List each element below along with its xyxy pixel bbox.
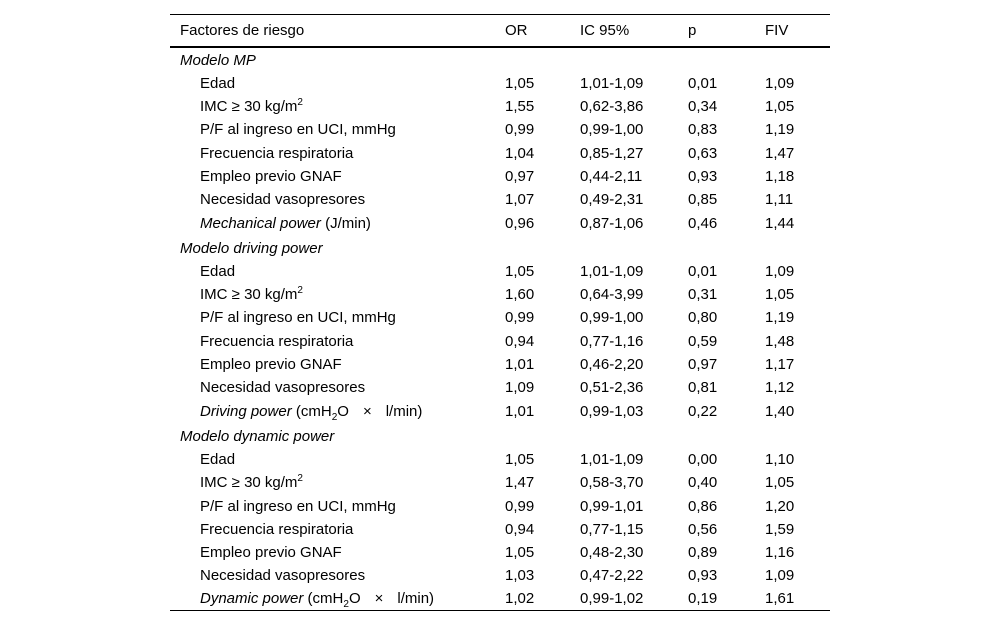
table-row: [170, 587, 830, 610]
or-cell: 0,94: [505, 332, 535, 350]
model-section-title: Modelo MP: [180, 51, 256, 69]
ic95-cell: 1,01-1,09: [580, 262, 644, 280]
ic95-cell: 0,44-2,11: [580, 167, 643, 185]
table-row: [170, 141, 830, 164]
fiv-cell: 1,09: [765, 74, 795, 92]
p-value-cell: 0,81: [688, 379, 718, 397]
table-row: [170, 95, 830, 118]
or-cell: 1,05: [505, 74, 535, 92]
fiv-cell: 1,48: [765, 332, 795, 350]
fiv-cell: 1,05: [765, 98, 795, 116]
risk-factor-cell: Necesidad vasopresores: [200, 567, 366, 585]
risk-factor-cell: IMC ≥ 30 $kg/m^2$: [200, 285, 303, 304]
risk-factor-cell: P/F al ingreso en UCI, mmHg: [200, 497, 396, 515]
or-cell: 1,55: [505, 98, 535, 116]
fiv-cell: 1,40: [765, 402, 795, 420]
ic95-cell: 0,46-2,20: [580, 356, 644, 374]
risk-factor-cell: Driving power (cmH$_2$O × l/min): [200, 402, 423, 423]
risk-factor-cell: IMC ≥ 30 $kg/m^2$: [200, 97, 303, 116]
or-cell: 1,04: [505, 144, 535, 162]
table-row: [170, 448, 830, 471]
ic95-cell: 0,77-1,16: [580, 332, 644, 350]
risk-factor-cell: Edad: [200, 262, 236, 280]
or-cell: 0,99: [505, 121, 535, 139]
p-value-cell: 0,31: [688, 286, 718, 304]
table-row: [170, 471, 830, 494]
ic95-cell: 0,49-2,31: [580, 191, 644, 209]
table-body: [170, 47, 830, 611]
risk-factors-table: [170, 14, 830, 611]
or-cell: 1,60: [505, 286, 535, 304]
table-row: [170, 541, 830, 564]
ic95-cell: 0,62-3,86: [580, 98, 644, 116]
p-value-cell: 0,01: [688, 74, 718, 92]
or-cell: 1,01: [505, 356, 535, 374]
table-row: [170, 165, 830, 188]
risk-factor-cell: Necesidad vasopresores: [200, 379, 366, 397]
ic95-cell: 0,99-1,02: [580, 590, 644, 608]
fiv-cell: 1,09: [765, 262, 795, 280]
fiv-cell: 1,10: [765, 450, 795, 468]
table-header-row: [170, 15, 830, 47]
risk-factor-cell: Dynamic power (cmH$_2$O × l/min): [200, 590, 435, 611]
fiv-cell: 1,19: [765, 121, 795, 139]
ic95-cell: 0,99-1,01: [580, 497, 644, 515]
risk-factor-cell: Necesidad vasopresores: [200, 191, 366, 209]
ic95-cell: 0,99-1,00: [580, 121, 644, 139]
table-row: [170, 329, 830, 352]
table-row: [170, 72, 830, 95]
model-section-title: Modelo driving power: [180, 239, 323, 257]
fiv-cell: 1,18: [765, 167, 795, 185]
or-cell: 1,47: [505, 474, 535, 492]
or-cell: 1,05: [505, 262, 535, 280]
model-section-row: [170, 235, 830, 260]
p-value-cell: 0,46: [688, 214, 718, 232]
p-value-cell: 0,86: [688, 497, 718, 515]
risk-factor-cell: Frecuencia respiratoria: [200, 144, 354, 162]
column-header-fiv: FIV: [765, 15, 830, 47]
fiv-cell: 1,16: [765, 544, 795, 562]
fiv-cell: 1,09: [765, 567, 795, 585]
fiv-cell: 1,17: [765, 356, 795, 374]
fiv-cell: 1,44: [765, 214, 795, 232]
ic95-cell: 0,77-1,15: [580, 520, 644, 538]
or-cell: 0,94: [505, 520, 535, 538]
table-row: [170, 211, 830, 234]
or-cell: 0,96: [505, 214, 535, 232]
ic95-cell: 0,48-2,30: [580, 544, 644, 562]
risk-factor-cell: Edad: [200, 450, 236, 468]
p-value-cell: 0,97: [688, 356, 718, 374]
fiv-cell: 1,05: [765, 286, 795, 304]
ic95-cell: 1,01-1,09: [580, 74, 644, 92]
ic95-cell: 0,87-1,06: [580, 214, 644, 232]
or-cell: 0,97: [505, 167, 535, 185]
p-value-cell: 0,01: [688, 262, 718, 280]
p-value-cell: 0,63: [688, 144, 718, 162]
table-row: [170, 353, 830, 376]
fiv-cell: 1,19: [765, 309, 795, 327]
or-cell: 1,05: [505, 450, 535, 468]
risk-factors-table-container: [170, 14, 830, 611]
p-value-cell: 0,80: [688, 309, 718, 327]
table-row: [170, 260, 830, 283]
fiv-cell: 1,59: [765, 520, 795, 538]
table-row: [170, 494, 830, 517]
table-row: [170, 118, 830, 141]
model-section-row: [170, 423, 830, 448]
table-row: [170, 188, 830, 211]
or-cell: 1,05: [505, 544, 535, 562]
or-cell: 0,99: [505, 497, 535, 515]
fiv-cell: 1,05: [765, 474, 795, 492]
or-cell: 1,03: [505, 567, 535, 585]
p-value-cell: 0,83: [688, 121, 718, 139]
column-header-ic95: IC 95%: [580, 15, 688, 47]
ic95-cell: 1,01-1,09: [580, 450, 644, 468]
ic95-cell: 0,85-1,27: [580, 144, 644, 162]
fiv-cell: 1,47: [765, 144, 795, 162]
p-value-cell: 0,85: [688, 191, 718, 209]
risk-factor-cell: IMC ≥ 30 $kg/m^2$: [200, 473, 303, 492]
or-cell: 1,07: [505, 191, 535, 209]
risk-factor-cell: Mechanical power (J/min): [200, 214, 371, 232]
fiv-cell: 1,61: [765, 590, 795, 608]
risk-factor-cell: Empleo previo GNAF: [200, 544, 342, 562]
risk-factor-cell: Frecuencia respiratoria: [200, 332, 354, 350]
p-value-cell: 0,22: [688, 402, 718, 420]
fiv-cell: 1,11: [765, 191, 794, 209]
column-header-or: OR: [505, 15, 580, 47]
table-row: [170, 518, 830, 541]
table-row: [170, 399, 830, 422]
risk-factor-cell: P/F al ingreso en UCI, mmHg: [200, 121, 396, 139]
p-value-cell: 0,34: [688, 98, 718, 116]
p-value-cell: 0,19: [688, 590, 718, 608]
ic95-cell: 0,58-3,70: [580, 474, 644, 492]
risk-factor-cell: P/F al ingreso en UCI, mmHg: [200, 309, 396, 327]
ic95-cell: 0,99-1,00: [580, 309, 644, 327]
risk-factor-cell: Empleo previo GNAF: [200, 167, 342, 185]
or-cell: 0,99: [505, 309, 535, 327]
p-value-cell: 0,56: [688, 520, 718, 538]
ic95-cell: 0,64-3,99: [580, 286, 644, 304]
table-row: [170, 283, 830, 306]
ic95-cell: 0,51-2,36: [580, 379, 644, 397]
p-value-cell: 0,93: [688, 567, 718, 585]
table-row: [170, 306, 830, 329]
table-row: [170, 376, 830, 399]
risk-factor-cell: Frecuencia respiratoria: [200, 520, 354, 538]
or-cell: 1,01: [505, 402, 535, 420]
risk-factor-cell: Empleo previo GNAF: [200, 356, 342, 374]
p-value-cell: 0,89: [688, 544, 718, 562]
p-value-cell: 0,59: [688, 332, 718, 350]
table-row: [170, 564, 830, 587]
ic95-cell: 0,47-2,22: [580, 567, 644, 585]
column-header-factores-de-riesgo: Factores de riesgo: [170, 15, 505, 47]
p-value-cell: 0,00: [688, 450, 718, 468]
model-section-title: Modelo dynamic power: [180, 427, 335, 445]
column-header-p: p: [688, 15, 765, 47]
or-cell: 1,09: [505, 379, 535, 397]
risk-factor-cell: Edad: [200, 74, 236, 92]
ic95-cell: 0,99-1,03: [580, 402, 644, 420]
or-cell: 1,02: [505, 590, 535, 608]
fiv-cell: 1,20: [765, 497, 795, 515]
p-value-cell: 0,93: [688, 167, 718, 185]
fiv-cell: 1,12: [765, 379, 795, 397]
model-section-row: [170, 47, 830, 72]
p-value-cell: 0,40: [688, 474, 718, 492]
